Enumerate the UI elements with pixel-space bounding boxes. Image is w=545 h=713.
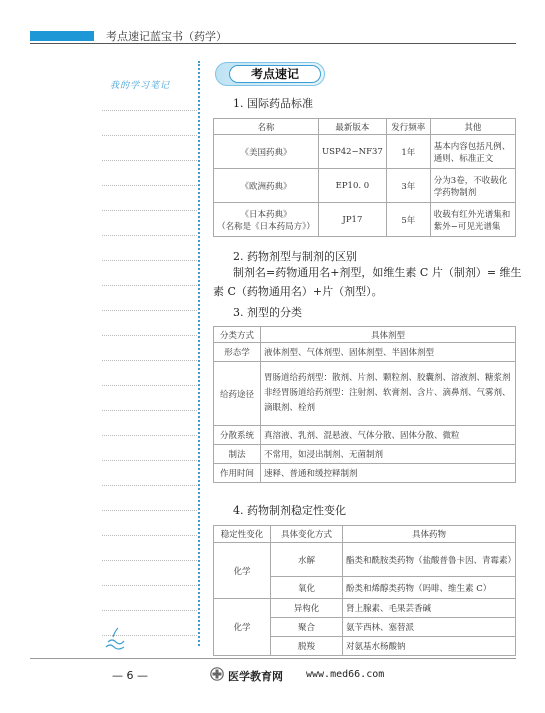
cell-mode: 异构化 bbox=[271, 599, 343, 618]
table-row bbox=[214, 169, 516, 203]
cell-value: 不常用，如浸出制剂、无菌制剂 bbox=[261, 445, 516, 464]
dosage-form-table bbox=[213, 326, 516, 483]
note-line bbox=[102, 235, 197, 236]
footer-divider bbox=[30, 658, 516, 659]
section-2-line-1: 制剂名=药物通用名+剂型，如维生素 C 片（制剂）= 维生 bbox=[233, 266, 522, 279]
note-line bbox=[102, 260, 197, 261]
cell-other: 收载有红外光谱集和紫外−可见光谱集 bbox=[430, 203, 515, 237]
col-forms: 具体剂型 bbox=[261, 327, 516, 343]
note-line bbox=[102, 185, 197, 186]
cell-name-line1: 《日本药典》 bbox=[240, 209, 292, 220]
cell-drug: 对氨基水杨酸钠 bbox=[343, 637, 516, 656]
note-line bbox=[102, 310, 197, 311]
col-other: 其他 bbox=[430, 119, 515, 135]
table-row bbox=[214, 543, 516, 577]
table-row bbox=[214, 362, 516, 426]
notes-title: 我的学习笔记 bbox=[110, 81, 171, 91]
cell-name: 《欧洲药典》 bbox=[214, 169, 319, 203]
cell-mode: 水解 bbox=[271, 543, 343, 577]
cell-key: 制法 bbox=[214, 445, 261, 464]
cell-key: 分散系统 bbox=[214, 426, 261, 445]
col-version: 最新版本 bbox=[319, 119, 387, 135]
cell-type: 化学 bbox=[214, 599, 271, 656]
note-line bbox=[102, 210, 197, 211]
col-classification: 分类方式 bbox=[214, 327, 261, 343]
note-line bbox=[102, 460, 197, 461]
col-mode: 具体变化方式 bbox=[271, 526, 343, 543]
section-3-heading: 3. 剂型的分类 bbox=[233, 306, 302, 319]
cell-name: 《美国药典》 bbox=[214, 135, 319, 169]
notes-column bbox=[102, 62, 199, 647]
note-line bbox=[102, 410, 197, 411]
site-url: www.med66.com bbox=[306, 669, 385, 680]
note-line bbox=[102, 485, 197, 486]
section-2-heading: 2. 药物剂型与制剂的区别 bbox=[233, 250, 357, 263]
cell-frequency: 1年 bbox=[386, 135, 430, 169]
cell-mode: 氧化 bbox=[271, 577, 343, 599]
cell-type: 化学 bbox=[214, 543, 271, 599]
header-accent-bar bbox=[30, 31, 94, 41]
note-line bbox=[102, 110, 197, 111]
page-number: — 6 — bbox=[112, 669, 148, 682]
section-4-heading: 4. 药物制剂稳定性变化 bbox=[233, 504, 346, 517]
cell-drug: 酯类和酰胺类药物（盐酸普鲁卡因、青霉素） bbox=[343, 543, 516, 577]
col-name: 名称 bbox=[214, 119, 319, 135]
cell-name bbox=[214, 203, 319, 237]
stability-table bbox=[213, 525, 516, 656]
cell-key: 给药途径 bbox=[214, 362, 261, 426]
cell-other: 分为3卷，不收载化学药物制剂 bbox=[430, 169, 515, 203]
note-line bbox=[102, 360, 197, 361]
cell-frequency: 3年 bbox=[386, 169, 430, 203]
table-row bbox=[214, 426, 516, 445]
cell-key: 作用时间 bbox=[214, 464, 261, 483]
badge-label: 考点速记 bbox=[229, 65, 321, 83]
intl-standards-table bbox=[213, 118, 516, 237]
cell-version: JP17 bbox=[319, 203, 387, 237]
cell-value-line1: 胃肠道给药剂型：散剂、片剂、颗粒剂、胶囊剂、溶液剂、糖浆剂 bbox=[264, 373, 511, 383]
note-line bbox=[102, 435, 197, 436]
site-name: 医学教育网 bbox=[228, 670, 283, 683]
note-line bbox=[102, 610, 197, 611]
note-line bbox=[102, 510, 197, 511]
note-line bbox=[102, 385, 197, 386]
note-line bbox=[102, 560, 197, 561]
medical-cross-icon bbox=[210, 667, 224, 681]
cell-version: EP10. 0 bbox=[319, 169, 387, 203]
note-line bbox=[102, 135, 197, 136]
col-drugs: 具体药物 bbox=[343, 526, 516, 543]
col-frequency: 发行频率 bbox=[386, 119, 430, 135]
cell-key: 形态学 bbox=[214, 343, 261, 362]
cell-drug: 肾上腺素、毛果芸香碱 bbox=[343, 599, 516, 618]
wave-icon bbox=[104, 625, 126, 651]
cell-other: 基本内容包括凡例、通则、标准正文 bbox=[430, 135, 515, 169]
cell-drug: 氨苄西林、塞替派 bbox=[343, 618, 516, 637]
cell-value: 速释、普通和缓控释制剂 bbox=[261, 464, 516, 483]
table-row bbox=[214, 445, 516, 464]
cell-value bbox=[261, 362, 516, 426]
note-line bbox=[102, 585, 197, 586]
book-title: 考点速记蓝宝书（药学） bbox=[106, 30, 227, 43]
note-line bbox=[102, 160, 197, 161]
cell-drug: 酚类和烯醇类药物（吗啡、维生素 C） bbox=[343, 577, 516, 599]
cell-mode: 聚合 bbox=[271, 618, 343, 637]
header-divider bbox=[30, 43, 516, 44]
table-row bbox=[214, 135, 516, 169]
note-line bbox=[102, 285, 197, 286]
table-row bbox=[214, 203, 516, 237]
cell-frequency: 5年 bbox=[386, 203, 430, 237]
cell-version: USP42−NF37 bbox=[319, 135, 387, 169]
notes-divider bbox=[198, 61, 200, 646]
cell-value-line2: 非经胃肠道给药剂型：注射剂、软膏剂、含片、滴鼻剂、气雾剂、滴眼剂、栓剂 bbox=[264, 388, 511, 413]
section-1-heading: 1. 国际药品标准 bbox=[233, 97, 313, 110]
cell-name-line2: （名称是《日本药局方》） bbox=[217, 221, 315, 232]
section-badge bbox=[215, 62, 325, 86]
table-row bbox=[214, 599, 516, 618]
note-line bbox=[102, 535, 197, 536]
cell-value: 液体剂型、气体剂型、固体剂型、半固体剂型 bbox=[261, 343, 516, 362]
cell-value: 真溶液、乳剂、混悬液、气体分散、固体分散、微粒 bbox=[261, 426, 516, 445]
table-row bbox=[214, 464, 516, 483]
note-line bbox=[102, 335, 197, 336]
table-row bbox=[214, 343, 516, 362]
col-stability: 稳定性变化 bbox=[214, 526, 271, 543]
cell-mode: 脱羧 bbox=[271, 637, 343, 656]
section-2-line-2: 素 C（药物通用名）+片（剂型）。 bbox=[213, 285, 383, 298]
